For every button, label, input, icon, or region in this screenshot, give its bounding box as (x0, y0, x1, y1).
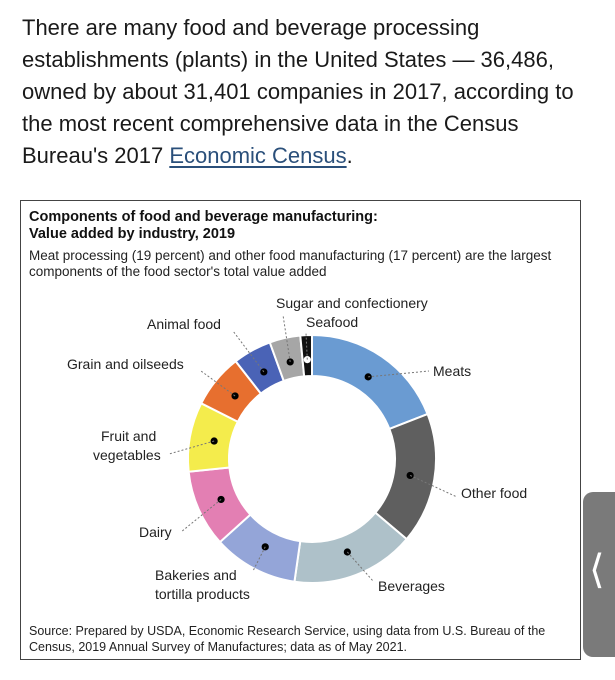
intro-text: There are many food and beverage processing establishments (plants) in the United States — 36,486, owned by about 31,401 companies in 2017, according to the most recent comprehensive data in the Census Bureau's 2017 (22, 15, 574, 168)
chart-title-line2: Value added by industry, 2019 (29, 226, 236, 242)
chevron-left-icon: ⟨ (589, 547, 605, 593)
slice-label: Beverages (378, 578, 445, 594)
slice-label: Sugar and confectionery (276, 295, 428, 311)
chart-subtitle: Meat processing (19 percent) and other food manufacturing (17 percent) are the largest components of the food sector's total value added (29, 248, 552, 279)
slice-label: vegetables (93, 447, 161, 463)
slice-label: Dairy (139, 524, 172, 540)
slice-label: Other food (461, 485, 528, 501)
slice-label: Seafood (306, 314, 359, 330)
slice-label: tortilla products (155, 586, 250, 602)
chart-source: Source: Prepared by USDA, Economic Research Service, using data from U.S. Bureau of the Census, 2019 Annual Survey of Manufactures; data as of May 2021. (29, 624, 546, 654)
intro-end: . (346, 143, 353, 168)
slice-label: Bakeries and (155, 567, 237, 583)
side-collapse-tab[interactable] (583, 492, 615, 657)
chart-title-line1: Components of food and beverage manufacturing: (29, 209, 378, 225)
slice-label: Animal food (147, 316, 221, 332)
intro-paragraph (22, 12, 582, 172)
chart-card (20, 200, 581, 660)
slice-label: Grain and oilseeds (67, 356, 184, 372)
slice-label: Meats (433, 363, 472, 379)
slice-label: Fruit and (101, 428, 157, 444)
slice-meats (312, 335, 428, 429)
economic-census-link[interactable]: Economic Census (169, 143, 347, 168)
donut-chart (21, 201, 580, 619)
